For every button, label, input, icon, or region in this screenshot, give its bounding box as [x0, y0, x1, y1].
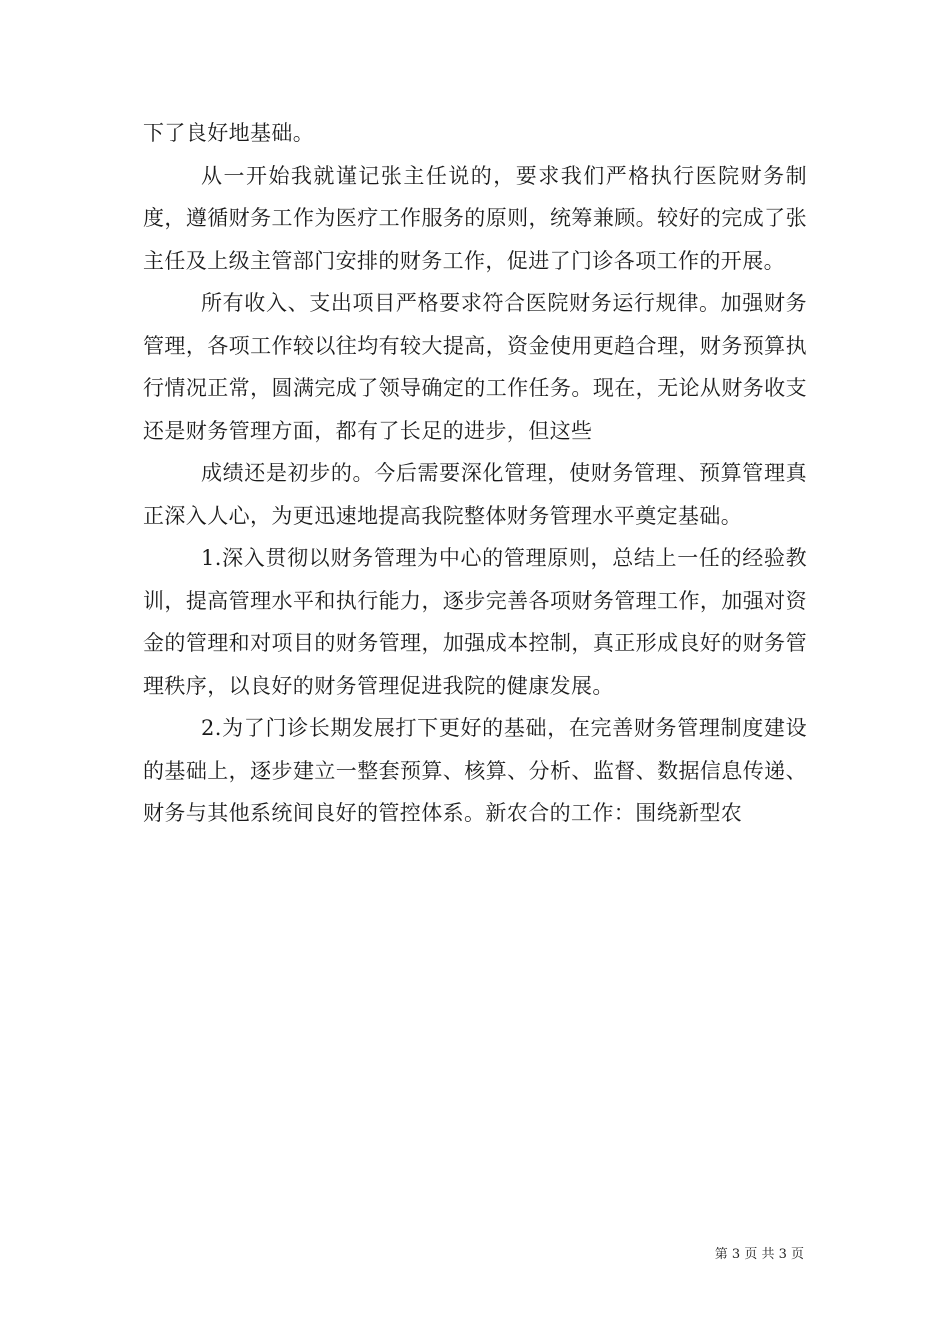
paragraph: 成绩还是初步的。今后需要深化管理，使财务管理、预算管理真正深入人心，为更迅速地提高我院整体财务管理水平奠定基础。 — [143, 461, 807, 528]
paragraph: 从一开始我就谨记张主任说的，要求我们严格执行医院财务制度，遵循财务工作为医疗工作服务的原则，统筹兼顾。较好的完成了张主任及上级主管部门安排的财务工作，促进了门诊各项工作的开展。 — [143, 163, 807, 273]
document-body — [143, 112, 807, 835]
paragraph-numbered-2: 2.为了门诊长期发展打下更好的基础，在完善财务管理制度建设的基础上，逐步建立一整套预算、核算、分析、监督、数据信息传递、财务与其他系统间良好的管控体系。新农合的工作：围绕新型农 — [143, 716, 807, 825]
paragraph: 所有收入、支出项目严格要求符合医院财务运行规律。加强财务管理，各项工作较以往均有较大提高，资金使用更趋合理，财务预算执行情况正常，圆满完成了领导确定的工作任务。现在，无论从财务收支还是财务管理方面，都有了长足的进步，但这些 — [143, 291, 807, 443]
paragraph-numbered-1: 1.深入贯彻以财务管理为中心的管理原则，总结上一任的经验教训，提高管理水平和执行能力，逐步完善各项财务管理工作，加强对资金的管理和对项目的财务管理，加强成本控制，真正形成良好的财务管理秩序，以良好的财务管理促进我院的健康发展。 — [143, 546, 807, 698]
paragraph-continuation: 下了良好地基础。 — [143, 121, 315, 145]
page-number-footer: 第 3 页 共 3 页 — [714, 1247, 804, 1262]
